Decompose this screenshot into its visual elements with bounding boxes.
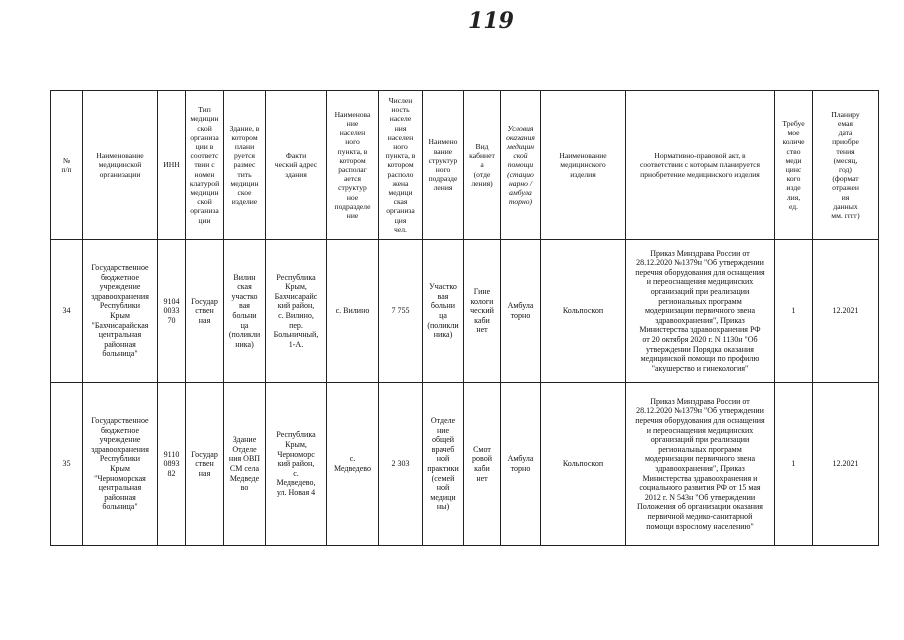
unit-name: Отделе ние общей врачеб ной практики (семей ной медици ны) xyxy=(423,383,464,546)
purchase-date: 12.2021 xyxy=(813,240,879,383)
building-name: Вилин ская участко вая больни ца (поликли ника) xyxy=(224,240,266,383)
header-cell: Тип медицин ской организа ции в соответс твии с номен клатурой медицин ской организа ции xyxy=(186,91,224,240)
building-name: Здание Отделе ния ОВП СМ села Медведе во xyxy=(224,383,266,546)
care-conditions: Амбула торно xyxy=(501,240,541,383)
page-number: 119 xyxy=(468,8,514,34)
header-cell: Наименова ние населен ного пункта, в котором располаг ается структур ное подразделе ние xyxy=(327,91,379,240)
legal-act: Приказ Минздрава России от 28.12.2020 №1379н "Об утверждении перечня оборудования для оснащения и переоснащения медицинских организаций при реализации региональных программ модернизации первичного звена здравоохранения", Приказ Министерства здравоохранения РФ от 20 октября 2020 г. N 1130н "Об утверждении Порядка оказания медицинской помощи по профилю "акушерство и гинекология" xyxy=(626,240,775,383)
header-cell: ИНН xyxy=(158,91,186,240)
device-name: Кольпоскоп xyxy=(541,383,626,546)
header-cell: Наименование медицинского изделия xyxy=(541,91,626,240)
organization-type: Государ ствен ная xyxy=(186,383,224,546)
device-name: Кольпоскоп xyxy=(541,240,626,383)
header-cell: Числен ность населе ния населен ного пункта, в котором располо жена медици ская организа ция чел. xyxy=(379,91,423,240)
row-number: 35 xyxy=(51,383,83,546)
table-row xyxy=(51,383,879,546)
purchase-date: 12.2021 xyxy=(813,383,879,546)
organization-name: Государственное бюджетное учреждение здравоохранения Республики Крым "Черноморская центральная районная больница" xyxy=(83,383,158,546)
unit-name: Участко вая больни ца (поликли ника) xyxy=(423,240,464,383)
population-value: 7 755 xyxy=(379,240,423,383)
inn-value: 9104 0033 70 xyxy=(158,240,186,383)
header-cell: Наимено вание структур ного подразде ления xyxy=(423,91,464,240)
population-value: 2 303 xyxy=(379,383,423,546)
header-cell: Наименование медицинской организации xyxy=(83,91,158,240)
header-cell: Планиру емая дата приобре тения (месяц, год) (формат отражен ия данных мм. гггг) xyxy=(813,91,879,240)
care-conditions: Амбула торно xyxy=(501,383,541,546)
header-cell: № п/п xyxy=(51,91,83,240)
cabinet-type: Смот ровой каби нет xyxy=(464,383,501,546)
building-address: Республика Крым, Черноморс кий район, с. Медведево, ул. Новая 4 xyxy=(266,383,327,546)
settlement-name: с. Вилино xyxy=(327,240,379,383)
inn-value: 9110 0893 82 xyxy=(158,383,186,546)
header-cell: Здание, в котором плани руется размес тить медицин ское изделие xyxy=(224,91,266,240)
header-cell: Требуе мое количе ство меди цинс кого изде лия, ед. xyxy=(775,91,813,240)
organization-name: Государственное бюджетное учреждение здравоохранения Республики Крым "Бахчисарайская центральная районная больница" xyxy=(83,240,158,383)
cabinet-type: Гине кологи ческий каби нет xyxy=(464,240,501,383)
table-row xyxy=(51,240,879,383)
header-cell: Нормативно-правовой акт, в соответствии с которым планируется приобретение медицинского изделия xyxy=(626,91,775,240)
header-cell: Факти ческий адрес здания xyxy=(266,91,327,240)
organization-type: Государ ствен ная xyxy=(186,240,224,383)
legal-act: Приказ Минздрава России от 28.12.2020 №1379н "Об утверждении перечня оборудования для оснащения и переоснащения медицинских организаций при реализации региональных программ модернизации первичного звена здравоохранения", Приказ Министерства здравоохранения и социального развития РФ от 15 мая 2012 г. N 543н "Об утверждении Положения об организации оказания первичной медико-санитарной помощи взрослому населению" xyxy=(626,383,775,546)
settlement-name: с. Медведево xyxy=(327,383,379,546)
quantity-value: 1 xyxy=(775,383,813,546)
equipment-table xyxy=(50,90,879,546)
header-cell: Вид кабинет а (отде ления) xyxy=(464,91,501,240)
header-cell: Условия оказания медицин ской помощи (стацио нарно / амбула торно) xyxy=(501,91,541,240)
row-number: 34 xyxy=(51,240,83,383)
quantity-value: 1 xyxy=(775,240,813,383)
building-address: Республика Крым, Бахчисарайс кий район, с. Вилино, пер. Больничный, 1-А. xyxy=(266,240,327,383)
table-header-row xyxy=(51,91,879,240)
